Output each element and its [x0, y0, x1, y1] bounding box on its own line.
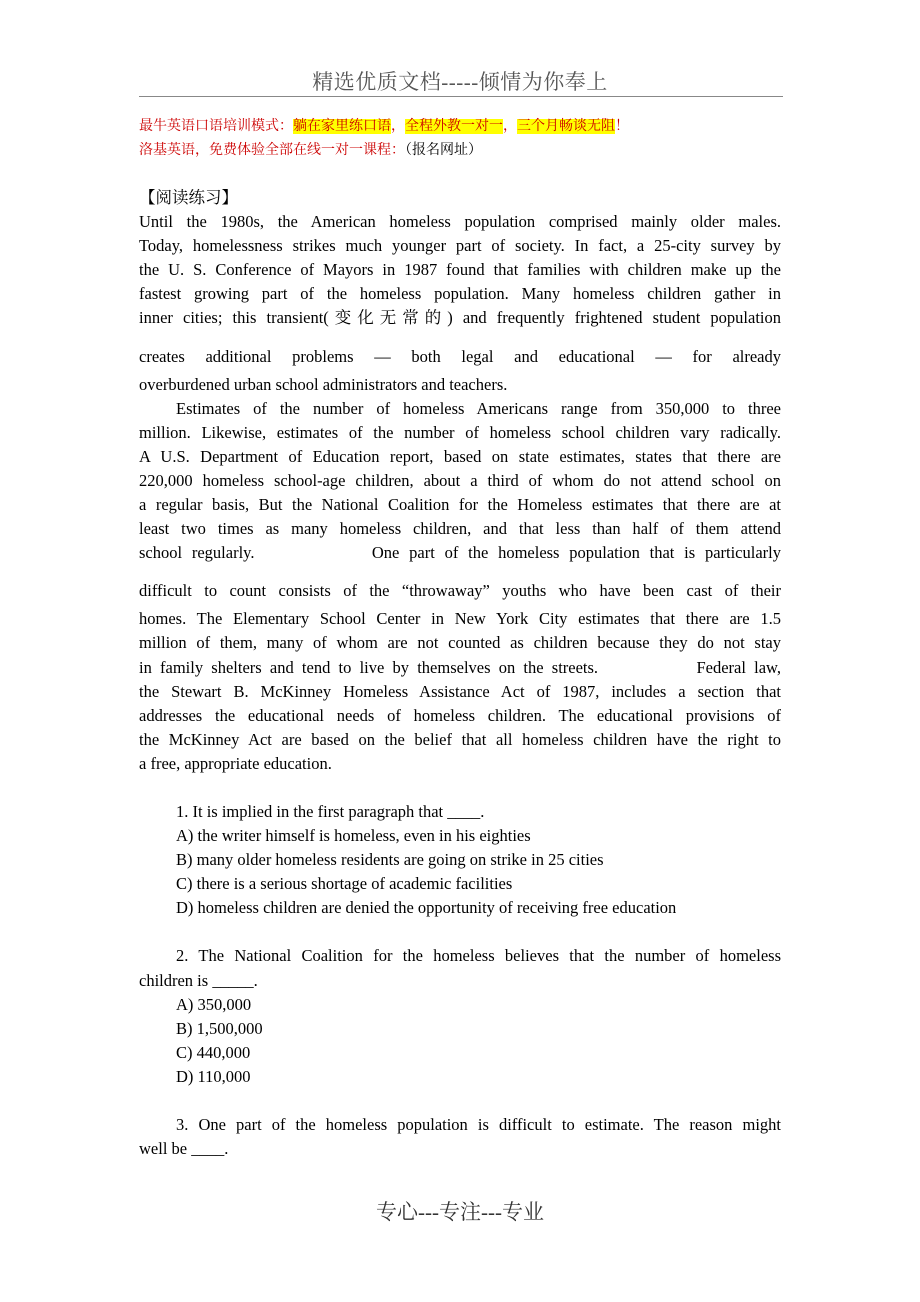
paragraph-line: a free, appropriate education.: [139, 753, 332, 773]
question-stem: well be ____.: [139, 1139, 229, 1159]
page-header-title: 精选优质文档-----倾情为你奉上: [312, 70, 608, 94]
question-stem: children is _____.: [139, 970, 258, 990]
spacer: [139, 920, 781, 944]
paragraph-line: the Stewart B. McKinney Homeless Assistance Act of 1987, includes a section that: [139, 681, 781, 701]
ad-highlight-1: 躺在家里练口语: [293, 119, 391, 134]
spacer: [139, 776, 781, 800]
paragraph-line: creates additional problems — both legal and educational — for already: [139, 346, 781, 366]
answer-option[interactable]: C) 440,000: [176, 1042, 251, 1062]
answer-option[interactable]: C) there is a serious shortage of academic facilities: [176, 874, 513, 894]
paragraph-line: difficult to count consists of the “throwaway” youths who have been cast of their: [139, 581, 781, 601]
paragraph-line: the McKinney Act are based on the belief that all homeless children have the right to: [139, 729, 781, 749]
header-divider: [139, 96, 783, 97]
ad-line-1: [139, 115, 629, 135]
paragraph-2: [139, 397, 781, 776]
answer-option[interactable]: A) the writer himself is homeless, even in his eighties: [176, 826, 531, 846]
question-stem: 1. It is implied in the first paragraph that ____.: [176, 801, 485, 821]
paragraph-line: Estimates of the number of homeless Americans range from 350,000 to three: [176, 398, 781, 418]
spacer: [139, 1089, 781, 1113]
question-3: [139, 1113, 781, 1161]
ad-prefix: 最牛英语口语培训模式：: [139, 119, 293, 134]
question-2: [139, 944, 781, 1089]
paragraph-line: school regularly. One part of the homeless population that is particularly: [139, 543, 781, 563]
ad-highlight-2: 全程外教一对一: [405, 119, 503, 134]
paragraph-line: in family shelters and tend to live by themselves on the streets. Federal law,: [139, 657, 781, 677]
page-footer: 专心---专注---专业: [376, 1200, 544, 1224]
paragraph-line: A U.S. Department of Education report, based on state estimates, states that there are: [139, 446, 781, 466]
paragraph-line: least two times as many homeless children, and that less than half of them attend: [139, 519, 781, 539]
question-1: [139, 800, 781, 920]
paragraph-line: inner cities; this transient(变化无常的) and frequently frightened student population: [139, 308, 781, 328]
paragraph-line: homes. The Elementary School Center in New York City estimates that there are 1.5: [139, 609, 781, 629]
paragraph-line: million of them, many of whom are not counted as children because they do not stay: [139, 633, 781, 653]
question-stem: 3. One part of the homeless population is difficult to estimate. The reason might: [176, 1115, 781, 1134]
signup-link[interactable]: （报名网址）: [405, 143, 482, 158]
answer-option[interactable]: D) homeless children are denied the opportunity of receiving free education: [176, 898, 677, 918]
answer-option[interactable]: B) 1,500,000: [176, 1018, 263, 1038]
question-stem: 2. The National Coalition for the homeless believes that the number of homeless: [176, 946, 781, 966]
answer-option[interactable]: A) 350,000: [176, 994, 252, 1014]
paragraph-line: a regular basis, But the National Coalition for the Homeless estimates that there are at: [139, 495, 781, 515]
paragraph-line: Until the 1980s, the American homeless population comprised mainly older males.: [139, 212, 781, 232]
section-title: 【阅读练习】: [139, 188, 238, 207]
reading-exercise: [139, 186, 781, 1161]
paragraph-line: Today, homelessness strikes much younger part of society. In fact, a 25-city survey by: [139, 236, 781, 256]
ad-separator-2: ，: [503, 119, 517, 134]
ad-line-2: [139, 139, 482, 159]
ad-highlight-3: 三个月畅谈无阻: [517, 119, 615, 134]
paragraph-line: fastest growing part of the homeless population. Many homeless children gather in: [139, 284, 781, 304]
paragraph-line: million. Likewise, estimates of the number of homeless school children vary radically.: [139, 422, 781, 442]
ad-line-2-text: 洛基英语，免费体验全部在线一对一课程：: [139, 143, 405, 158]
ad-end: ！: [615, 119, 629, 134]
paragraph-line: addresses the educational needs of homeless children. The educational provisions of: [139, 705, 781, 725]
paragraph-1: [139, 210, 781, 397]
paragraph-line: 220,000 homeless school-age children, about a third of whom do not attend school on: [139, 470, 781, 490]
answer-option[interactable]: B) many older homeless residents are going on strike in 25 cities: [176, 850, 604, 870]
paragraph-line: overburdened urban school administrators and teachers.: [139, 374, 508, 394]
ad-separator-1: ，: [391, 119, 405, 134]
answer-option[interactable]: D) 110,000: [176, 1066, 251, 1086]
paragraph-line: the U. S. Conference of Mayors in 1987 found that families with children make up the: [139, 260, 781, 280]
